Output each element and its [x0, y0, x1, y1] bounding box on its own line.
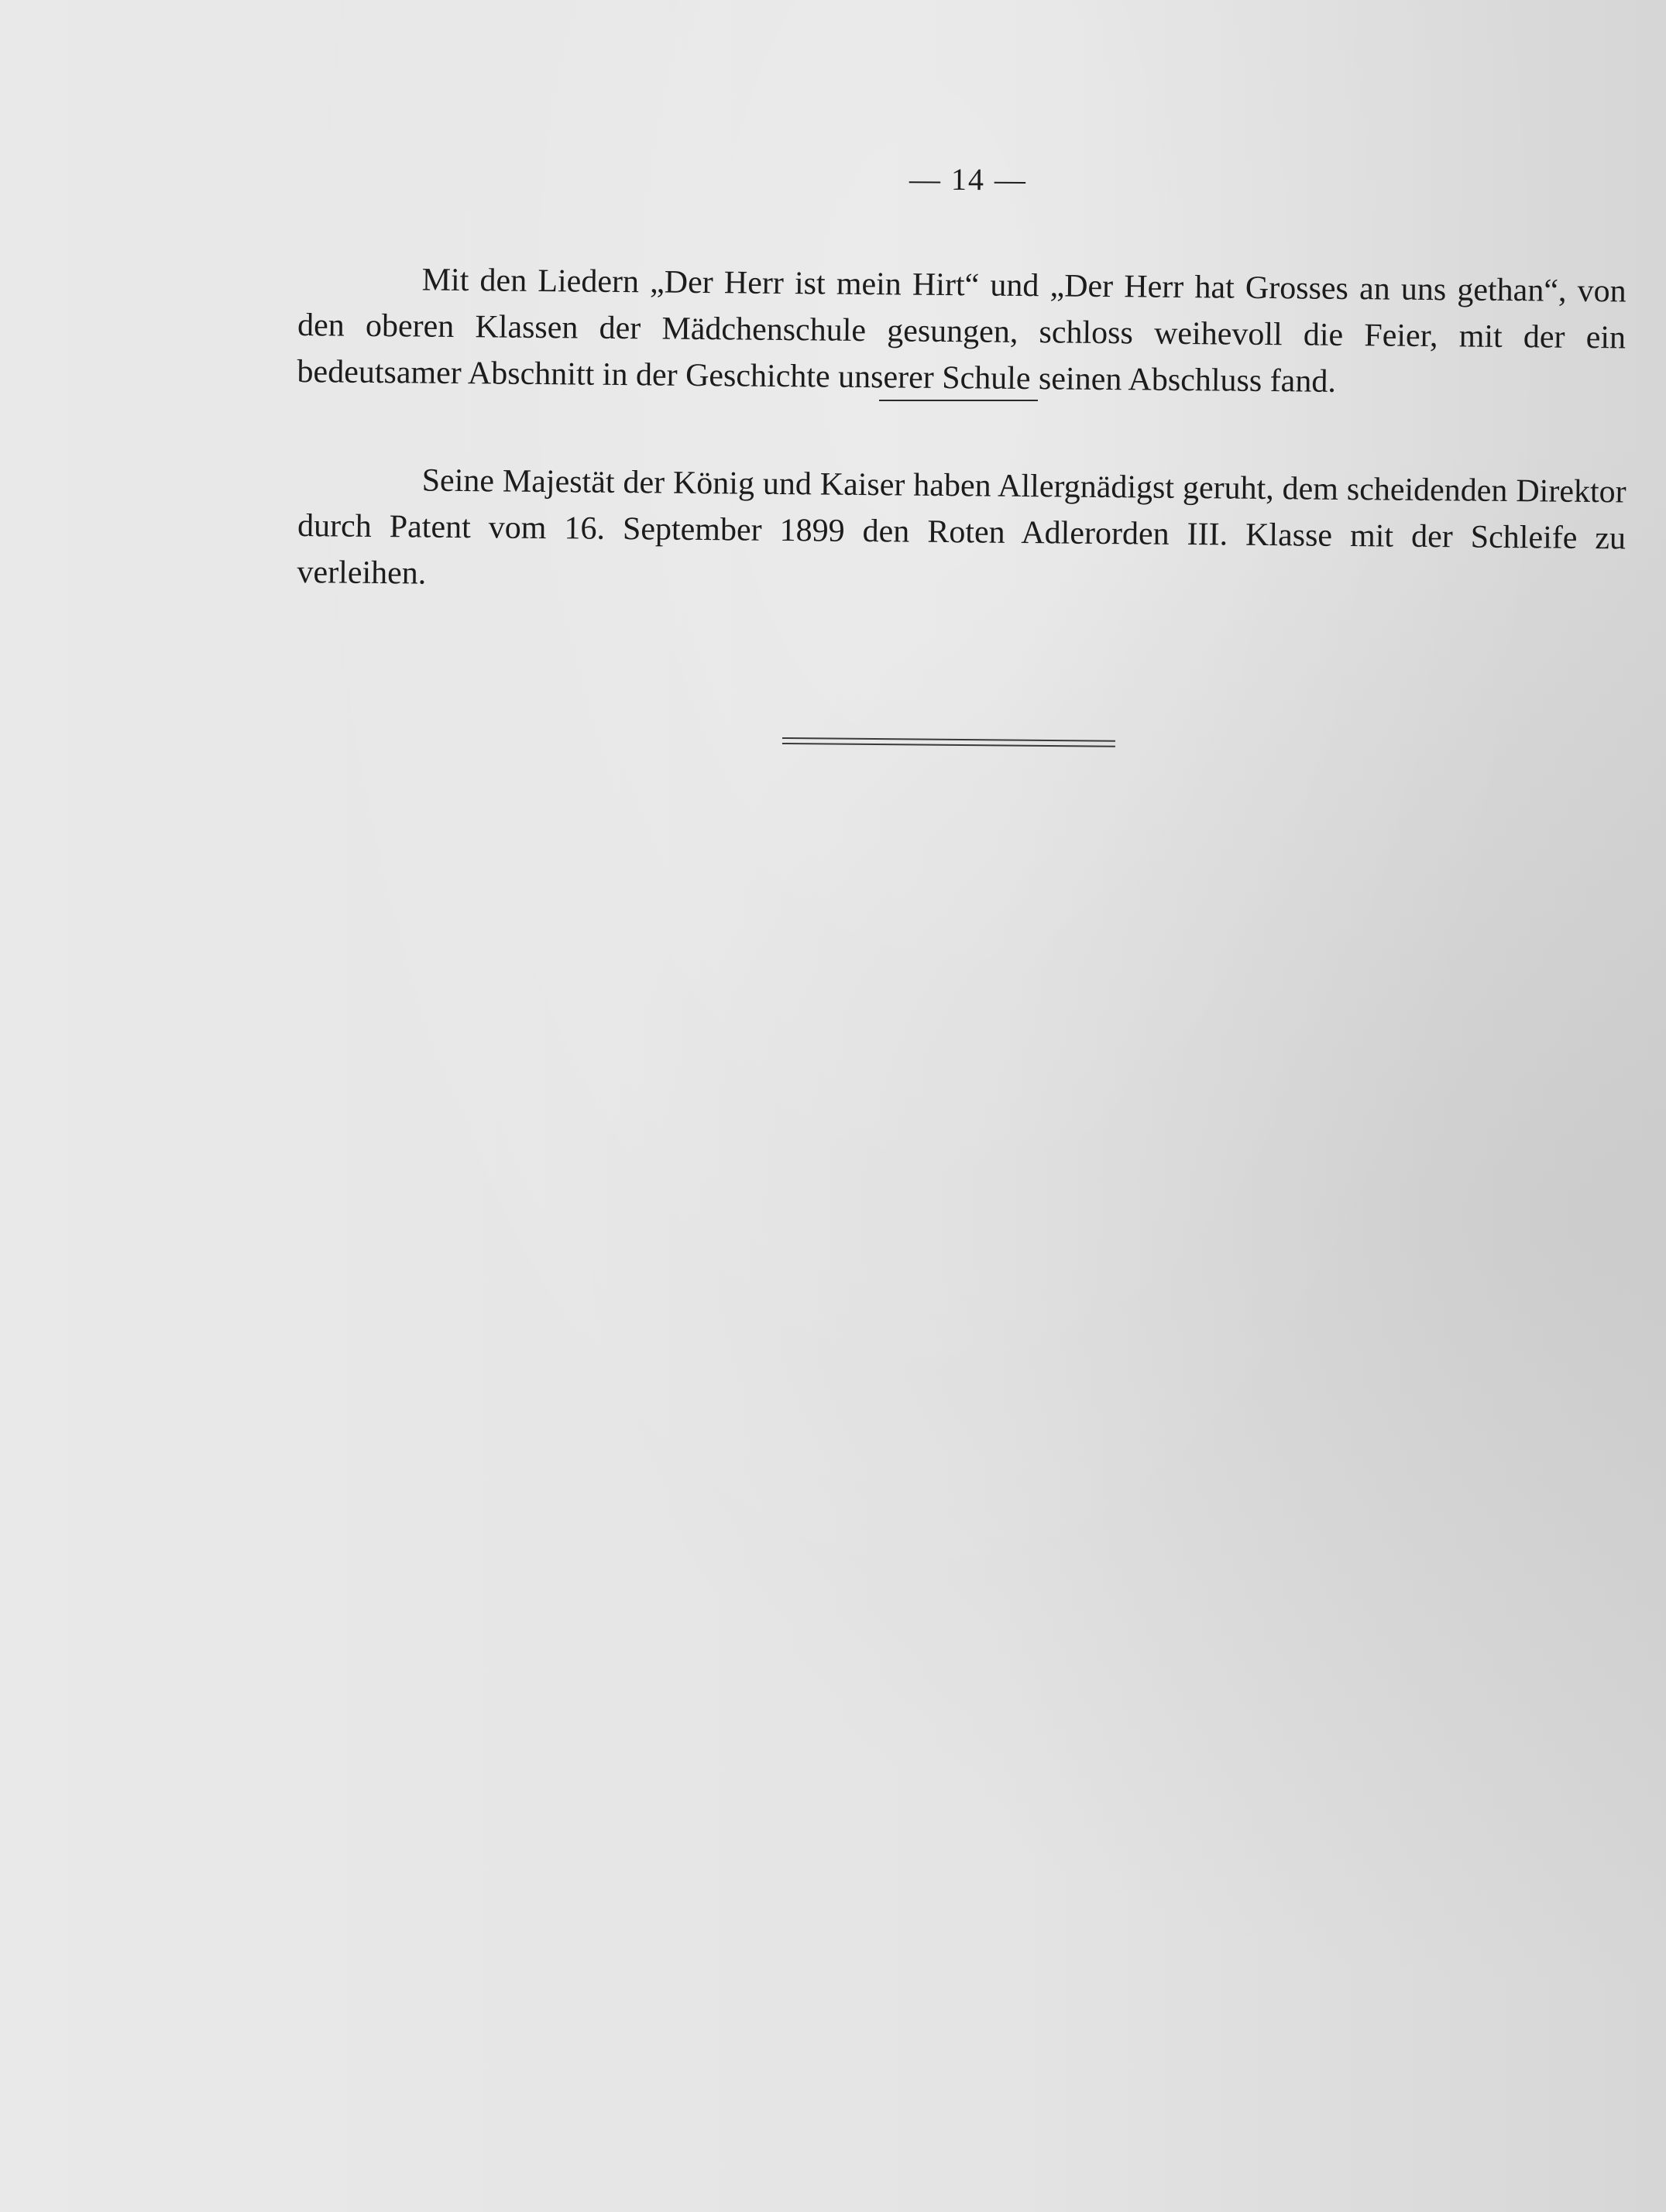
section-divider [879, 400, 1038, 401]
paragraph-ceremony-close: Mit den Liedern „Der Herr ist mein Hirt“ und „Der Herr hat Grosses an uns gethan“, von den oberen Klassen der Mädchenschule gesungen, schloss weihevoll die Feier, mit der ein bedeutsamer Abschnitt in der Geschichte unserer Schule seinen Abschluss fand. [297, 262, 1626, 400]
page-number: — 14 — [909, 161, 1028, 198]
paragraph-royal-honor: Seine Majestät der König und Kaiser haben Allergnädigst geruht, dem scheidenden Direktor durch Patent vom 16. September 1899 den Roten Adlerorden III. Klasse mit der Schleife zu verleihen. [297, 462, 1626, 592]
end-double-rule [782, 737, 1115, 747]
